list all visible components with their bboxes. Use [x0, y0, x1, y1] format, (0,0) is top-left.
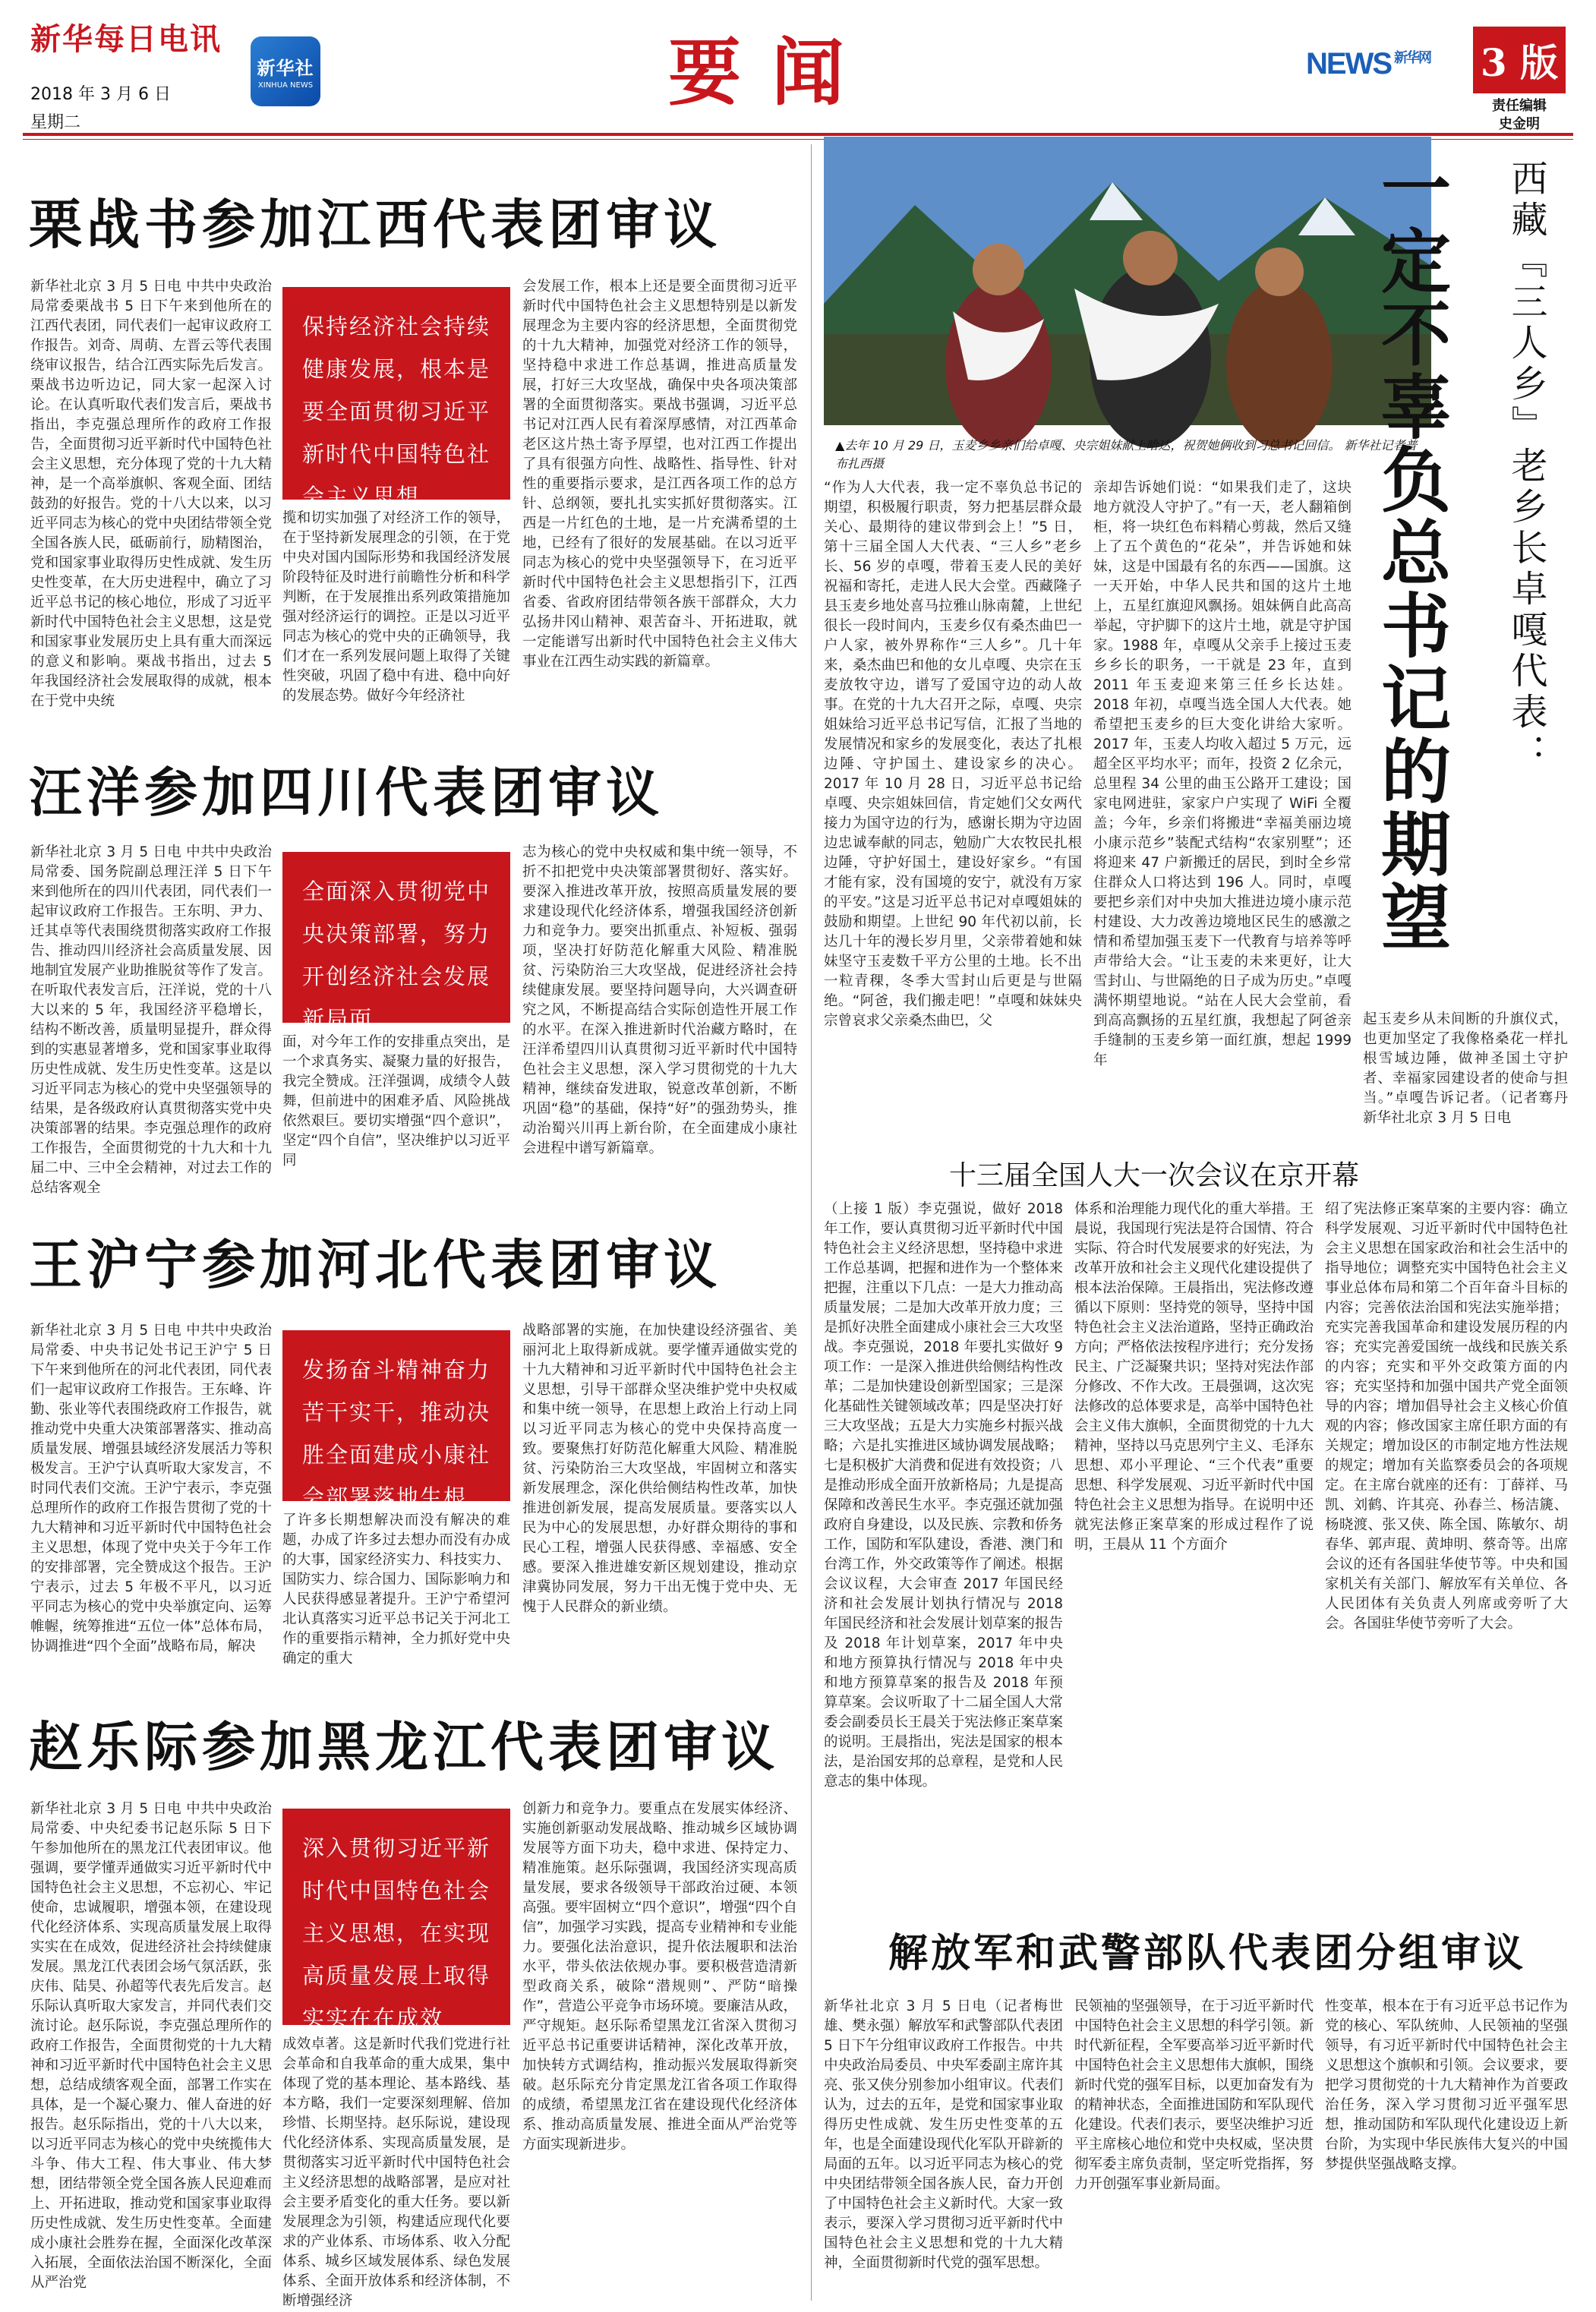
news-logo-en: NEWS [1306, 47, 1391, 80]
zhuoga-photo [824, 137, 1431, 425]
headline-li-zhanshu: 栗战书参加江西代表团审议 [29, 193, 721, 256]
mountain-scene-illustration [824, 137, 1431, 425]
feature-col-1: “作为人大代表，我一定不辜负总书记的期望，积极履行职责，努力把基层群众最关心、最期待的建议带到会上！”5 日，第十三届全国人大代表、“三人乡”老乡长、56 岁的卓嘎，带着玉麦人民的美好祝福和寄托，走进人民大会堂。西藏隆子县玉麦乡地处喜马拉雅山脉南麓，上世纪很长一段时间内，玉麦乡仅有桑杰曲巴一户人家，被外界称作“三人乡”。几十年来，桑杰曲巴和他的女儿卓嘎、央宗在玉麦放牧守边，谱写了爱国守边的动人故事。在党的十九大召开之际，卓嘎、央宗姐妹给习近平总书记写信，汇报了当地的发展情况和家乡的发展变化，表达了扎根边陲、守护国土、建设家乡的决心。2017 年 10 月 28 日，习近平总书记给卓嘎、央宗姐妹回信，肯定她们父女两代接力为国守边的行为，感谢长期为守边固边忠诚奉献的同志，勉励广大农牧民扎根边陲，守护好国土，建设好家乡。“有国才能有家，没有国境的安宁，就没有万家的平安。”这是习近平总书记对卓嘎姐妹的鼓励和期望。上世纪 90 年代初以前，长达几十年的漫长岁月里，父亲带着她和妹妹坚守玉麦数千平方公里的土地。长不出一粒青稞，冬季大雪封山后更是与世隔绝。“阿爸，我们搬走吧！”卓嘎和妹妹央宗曾哀求父亲桑杰曲巴，父 [824, 480, 1082, 1029]
page-number: 3 版 [1473, 27, 1566, 93]
article-3-col-3: 战略部署的实施，在加快建设经济强省、美丽河北上取得新成就。要学懂弄通做实党的十九大精神和习近平新时代中国特色社会主义思想，引导干部群众坚决维护党中央权威和集中统一领导，在思想上政治上行动上同以习近平同志为核心的党中央保持高度一致。要聚焦打好防范化解重大风险、精准脱贫、污染防治三大攻坚战，牢固树立和落实新发展理念，深化供给侧结构性改革，加快推进创新发展，提高发展质量。要落实以人民为中心的发展思想，办好群众期待的事和民心工程，增强人民获得感、幸福感、安全感。要深入推进雄安新区规划建设，推动京津冀协同发展，努力干出无愧于党中央、无愧于人民群众的新业绩。 [522, 1323, 797, 1615]
xinhua-logo-text: 新华社 [257, 58, 314, 79]
npc-col-2: 体系和治理能力现代化的重大举措。王晨说，我国现行宪法是符合国情、符合实际、符合时代发展要求的好宪法，为改革开放和社会主义现代化建设提供了根本法治保障。王晨指出，宪法修改遵循以下原则：坚持党的领导，坚持中国特色社会主义法治道路，坚持正确政治方向；严格依法按程序进行；充分发扬民主、广泛凝聚共识；坚持对宪法作部分修改、不作大改。王晨强调，这次宪法修改的总体要求是，高举中国特色社会主义伟大旗帜，全面贯彻党的十九大精神，坚持以马克思列宁主义、毛泽东思想、邓小平理论、“三个代表”重要思想、科学发展观、习近平新时代中国特色社会主义思想为指导。在说明中还就宪法修正案草案的形成过程作了说明，王晨从 11 个方面介 [1074, 1201, 1314, 1553]
issue-weekday: 星期二 [30, 113, 81, 132]
pla-col-3: 性变革，根本在于有习近平总书记作为党的核心、军队统帅、人民领袖的坚强领导，有习近平新时代中国特色社会主义思想这个旗帜和引领。会议要求，要把学习贯彻党的十九大精神作为首要政治任务，深入学习贯彻习近平强军思想，推动国防和军队现代化建设迈上新台阶，为实现中华民族伟大复兴的中国梦提供坚强战略支撑。 [1325, 1998, 1568, 2172]
article-3-pull-quote: 发扬奋斗精神奋力苦干实干，推动决胜全面建成小康社会部署落地生根 [282, 1330, 510, 1501]
feature-subtitle: 西藏『三人乡』老乡长卓嘎代表： [1505, 159, 1547, 774]
column-divider [811, 144, 812, 2301]
npc-col-1: （上接 1 版）李克强说，做好 2018 年工作，要认真贯彻习近平新时代中国特色社会主义经济思想，坚持稳中求进工作总基调，把握和进作为一个整体来把握，注重以下几点：一是大力推动高质量发展；二是加大改革开放力度；三是抓好决胜全面建成小康社会三大攻坚战。李克强说，2018 年要扎实做好 9 项工作：一是深入推进供给侧结构性改革；二是加快建设创新型国家；三是深化基础性关键领域改革；四是坚决打好三大攻坚战；五是大力实施乡村振兴战略；六是扎实推进区域协调发展战略；七是积极扩大消费和促进有效投资；八是推动形成全面开放新格局；九是提高保障和改善民生水平。李克强还就加强政府自身建设，以及民族、宗教和侨务工作，国防和军队建设，香港、澳门和台湾工作，外交政策等作了阐述。根据会议议程，大会审查 2017 年国民经济和社会发展计划执行情况与 2018 年国民经济和社会发展计划草案的报告及 2018 年计划草案，2017 年中央和地方预算执行情况与 2018 年中央和地方预算草案的报告及 2018 年预算草案。会议听取了十二届全国人大常委会副委员长王晨关于宪法修正案草案的说明。王晨指出，宪法是国家的根本法，是治国安邦的总章程，是党和人民意志的集中体现。 [824, 1201, 1063, 1790]
feature-col-2: 亲却告诉她们说：“如果我们走了，这块地方就没人守护了。”有一天，老人翻箱倒柜，将一块红色布料精心剪裁，然后又缝上了五个黄色的“花朵”，并告诉她和妹妹，这是中国最有名的东西——国旗。这一天开始，中华人民共和国的这片土地上，五星红旗迎风飘扬。姐妹俩自此高高举起，守护脚下的这片土地，就是守护国家。1988 年，卓嘎从父亲手上接过玉麦乡乡长的职务，一干就是 23 年，直到 2011 年玉麦迎来第三任乡长达娃。2018 年初，卓嘎当选全国人大代表。她希望把玉麦乡的巨大变化讲给大家听。2017 年，玉麦人均收入超过 5 万元，远超全区平均水平；而年，投资 2 亿余元，总里程 34 公里的曲玉公路开工建设；国家电网进驻，家家户户实现了 WiFi 全覆盖；今年，乡亲们将搬进“幸福美丽边境小康示范乡”装配式结构“农家别墅”；还将迎来 47 户新搬迁的居民，到时全乡常住群众人口将达到 196 人。同时，卓嘎要把乡亲们对中央加大推进边境小康示范村建设、大力改善边境地区民生的感激之情和希望加强玉麦下一代教育与培养等呼声带给大会。“让玉麦的未来更好，让大雪封山、与世隔绝的日子成为历史。”卓嘎满怀期望地说。“站在人民大会堂前，看到高高飘扬的五星红旗，我想起了阿爸亲手缝制的玉麦乡第一面红旗，想起 1999 年 [1093, 480, 1352, 1068]
headline-npc-opening: 十三届全国人大一次会议在京开幕 [949, 1160, 1360, 1191]
article-4-pull-quote: 深入贯彻习近平新时代中国特色社会主义思想，在实现高质量发展上取得实实在在成效 [282, 1809, 510, 2025]
editor-name: 史金明 [1499, 116, 1540, 132]
article-3-col-1: 新华社北京 3 月 5 日电 中共中央政治局常委、中央书记处书记王沪宁 5 日下午来到他所在的河北代表团，同代表们一起审议政府工作报告。王东峰、许勤、张业等代表围绕政府工作报告，就推动党中央重大决策部署落实、推动高质量发展、增强县域经济发展活力等积极发言。王沪宁认真听取大家发言，不时同代表们交流。王沪宁表示，李克强总理所作的政府工作报告贯彻了党的十九大精神和习近平新时代中国特色社会主义思想，体现了党中央关于今年工作的安排部署，完全赞成这个报告。王沪宁表示，过去 5 年极不平凡，以习近平同志为核心的党中央举旗定向、运筹帷幄，统筹推进“五位一体”总体布局，协调推进“四个全面”战略布局，解决 [30, 1323, 272, 1654]
section-title: 要闻 [668, 30, 875, 115]
article-1-col-3: 会发展工作，根本上还是要全面贯彻习近平新时代中国特色社会主义思想特别是以新发展理念为主要内容的经济思想，全面贯彻党的十九大精神，加强党对经济工作的领导，坚持稳中求进工作总基调，推进高质量发展，打好三大攻坚战，确保中央各项决策部署的全面贯彻落实。栗战书强调，习近平总书记对江西人民有着深厚感情，对江西革命老区这片热土寄予厚望，也对江西工作提出了具有很强方向性、战略性、指导性、针对性的重要指示要求，是江西各项工作的总方针、总纲领，要扎扎实实抓好贯彻落实。江西是一片红色的土地，是一片充满希望的土地，已经有了很好的发展基础。在以习近平同志为核心的党中央坚强领导下，在习近平新时代中国特色社会主义思想指引下，江西省委、省政府团结带领各族干部群众，大力弘扬井冈山精神、艰苦奋斗、开拓进取，就一定能谱写出新时代中国特色社会主义伟大事业在江西生动实践的新篇章。 [522, 279, 797, 670]
news-logo [1306, 47, 1430, 81]
article-2-pull-quote: 全面深入贯彻党中央决策部署，努力开创经济社会发展新局面 [282, 852, 510, 1023]
article-1-col-1: 新华社北京 3 月 5 日电 中共中央政治局常委栗战书 5 日下午来到他所在的江西代表团，同代表们一起审议政府工作报告。刘奇、周萌、左晋云等代表围绕审议报告，结合江西实际先后发言。栗战书边听边记，同大家一起深入讨论。在认真听取代表们发言后，栗战书指出，李克强总理所作的政府工作报告，全面贯彻习近平新时代中国特色社会主义思想，充分体现了党的十九大精神，是一个高举旗帜、客观全面、团结鼓劲的好报告。党的十八大以来，以习近平同志为核心的党中央团结带领全党全国各族人民，砥砺前行，励精图治，党和国家事业取得历史性成就、发生历史性变革，在大历史进程中，确立了习近平总书记的核心地位，形成了习近平新时代中国特色社会主义思想，这是党和国家事业发展历史上具有重大而深远的意义和影响。栗战书指出，过去 5 年我国经济社会发展取得的成就，根本在于党中央统 [30, 279, 272, 709]
masthead-left [30, 15, 222, 133]
masthead-rule [23, 133, 1573, 136]
article-1-pull-quote: 保持经济社会持续健康发展，根本是要全面贯彻习近平新时代中国特色社会主义思想 [282, 287, 510, 500]
article-4-col-2: 成效卓著。这是新时代我们党进行社会革命和自我革命的重大成果，集中体现了党的基本理论、基本路线、基本方略，我们一定要深刻理解、倍加珍惜、长期坚持。赵乐际说，建设现代化经济体系、实现高质量发展，是贯彻落实习近平新时代中国特色社会主义经济思想的战略部署，是应对社会主要矛盾变化的重大任务。要以新发展理念为引领，构建适应现代化要求的产业体系、市场体系、收入分配体系、城乡区域发展体系、绿色发展体系、全面开放体系和经济体制，不断增强经济 [282, 2036, 510, 2309]
npc-col-3: 绍了宪法修正案草案的主要内容：确立科学发展观、习近平新时代中国特色社会主义思想在国家政治和社会生活中的指导地位；调整充实中国特色社会主义事业总体布局和第二个百年奋斗目标的内容；完善依法治国和宪法实施举措；充实完善我国革命和建设发展历程的内容；充实完善爱国统一战线和民族关系的内容；充实和平外交政策方面的内容；充实坚持和加强中国共产党全面领导的内容；增加倡导社会主义核心价值观的内容；修改国家主席任职方面的有关规定；增加设区的市制定地方性法规的规定；增加有关监察委员会的各项规定。在主席台就座的还有：丁薛祥、马凯、刘鹤、许其亮、孙春兰、杨洁篪、杨晓渡、张又侠、陈全国、陈敏尔、胡春华、郭声琨、黄坤明、蔡奇等。出席会议的还有各国驻华使节等。中央和国家机关有关部门、解放军有关单位、各人民团体有关负责人列席或旁听了大会。各国驻华使节旁听了大会。 [1325, 1201, 1568, 1632]
photo-caption: ▲去年 10 月 29 日，玉麦乡乡亲们给卓嘎、央宗姐妹献上哈达，祝贺她俩收到习总书记回信。 新华社记者普布扎西摄 [835, 438, 1418, 471]
article-4-col-3: 创新力和竞争力。要重点在发展实体经济、实施创新驱动发展战略、推动城乡区域协调发展等方面下功夫，稳中求进、保持定力、精准施策。赵乐际强调，我国经济实现高质量发展，要求各级领导干部政治过硬、本领高强。要牢固树立“四个意识”，增强“四个自信”，加强学习实践，提高专业精神和专业能力。要强化法治意识，提升依法履职和法治水平，带头依法依规办事。要积极营造清新型政商关系，破除“潜规则”、严防“暗操作”，营造公平竞争市场环境。要廉洁从政，严守规矩。赵乐际希望黑龙江省深入贯彻习近平总书记重要讲话精神，深化改革开放，加快转方式调结构，推动振兴发展取得新突破。赵乐际充分肯定黑龙江省各项工作取得的成绩，希望黑龙江省在建设现代化经济体系、推动高质量发展、推进全面从严治党等方面实现新进步。 [522, 1801, 797, 2153]
issue-date: 2018 年 3 月 6 日 [30, 85, 171, 104]
headline-zhao-leji: 赵乐际参加黑龙江代表团审议 [29, 1715, 779, 1778]
article-2-col-3: 志为核心的党中央权威和集中统一领导，不折不扣把党中央决策部署贯彻好、落实好。要深入推进改革开放，按照高质量发展的要求建设现代化经济体系，增强我国经济创新力和竞争力。要突出抓重点、补短板、强弱项，坚决打好防范化解重大风险、精准脱贫、污染防治三大攻坚战，促进经济社会持续健康发展。要坚持问题导向，大兴调查研究之风，不断提高结合实际创造性开展工作的水平。在深入推进新时代治藏方略时，在汪洋希望四川认真贯彻习近平新时代中国特色社会主义思想，深入学习贯彻党的十九大精神，继续奋发进取，锐意改革创新，不断巩固“稳”的基础，保持“好”的强劲势头，推动治蜀兴川再上新台阶，在全面建成小康社会进程中谱写新篇章。 [522, 844, 797, 1156]
feature-title: 一定不辜负总书记的期望 [1370, 152, 1452, 954]
xinhua-logo [251, 36, 320, 106]
pla-col-1: 新华社北京 3 月 5 日电（记者梅世雄、樊永强）解放军和武警部队代表团 5 日下午分组审议政府工作报告。中共中央政治局委员、中央军委副主席许其亮、张又侠分别参加小组审议。代表们认为，过去的五年，是党和国家事业取得历史性成就、发生历史性变革的五年，也是全面建设现代化军队开辟新的局面的五年。以习近平同志为核心的党中央团结带领全国各族人民，奋力开创了中国特色社会主义新时代。大家一致表示，要深入学习贯彻习近平新时代中国特色社会主义思想和党的十九大精神，全面贯彻新时代党的强军思想。 [824, 1998, 1063, 2271]
news-logo-cn: 新华网 [1394, 50, 1430, 65]
article-4-col-1: 新华社北京 3 月 5 日电 中共中央政治局常委、中央纪委书记赵乐际 5 日下午参加他所在的黑龙江代表团审议。他强调，要学懂弄通做实习近平新时代中国特色社会主义思想，不忘初心、牢记使命，忠诚履职，增强本领，在建设现代化经济体系、实现高质量发展上取得实实在在成效，促进经济社会持续健康发展。黑龙江代表团会场气氛活跃，张庆伟、陆昊、孙超等代表先后发言。赵乐际认真听取大家发言，并同代表们交流讨论。赵乐际说，李克强总理所作的政府工作报告，全面贯彻党的十九大精神和习近平新时代中国特色社会主义思想，总结成绩客观全面，部署工作实在具体，是一个凝心聚力、催人奋进的好报告。赵乐际指出，党的十八大以来，以习近平同志为核心的党中央统揽伟大斗争、伟大工程、伟大事业、伟大梦想，团结带领全党全国各族人民迎难而上、开拓进取，推动党和国家事业取得历史性成就、发生历史性变革。全面建成小康社会胜券在握，全面深化改革深入拓展，全面依法治国不断深化，全面从严治党 [30, 1801, 272, 2291]
article-2-col-1: 新华社北京 3 月 5 日电 中共中央政治局常委、国务院副总理汪洋 5 日下午来到他所在的四川代表团，同代表们一起审议政府工作报告。王东明、尹力、迁其卓等代表围绕贯彻落实政府工作报告、推动四川经济社会高质量发展、因地制宜发展产业助推脱贫等作了发言。在听取代表发言后，汪洋说，党的十八大以来的 5 年，我国经济平稳增长，结构不断改善，质量明显提升，群众得到的实惠显著增多，党和国家事业取得历史性成就、发生历史性变革。这是以习近平同志为核心的党中央坚强领导的结果，是各级政府认真贯彻落实党中央决策部署的结果。李克强总理作的政府工作报告，全面贯彻党的十九大和十九届二中、三中全会精神，对过去工作的总结客观全 [30, 844, 272, 1196]
article-3-col-2: 了许多长期想解决而没有解决的难题，办成了许多过去想办而没有办成的大事，国家经济实力、科技实力、国防实力、综合国力、国际影响力和人民获得感显著提升。王沪宁希望河北认真落实习近平总书记关于河北工作的重要指示精神，全力抓好党中央确定的重大 [282, 1512, 510, 1667]
article-1-col-2: 揽和切实加强了对经济工作的领导，在于坚持新发展理念的引领，在于党中央对国内国际形势和我国经济发展阶段特征及时进行前瞻性分析和科学判断，在于发展推出系列政策措施加强对经济运行的调控。正是以习近平同志为核心的党中央的正确领导，我们才在一系列发展问题上取得了关键性突破，巩固了稳中有进、稳中向好的发展态势。做好今年经济社 [282, 510, 510, 704]
paper-name: 新华每日电讯 [30, 21, 222, 57]
xinhua-logo-en: XINHUA NEWS [257, 81, 314, 90]
editor-credit [1473, 97, 1566, 134]
feature-col-3: 起玉麦乡从未间断的升旗仪式，也更加坚定了我像格桑花一样扎根雪域边陲，做神圣国土守护者、幸福家园建设者的使命与担当。”卓嘎告诉记者。（记者骞丹 新华社北京 3 月 5 日电 [1363, 1011, 1568, 1126]
headline-wang-huning: 王沪宁参加河北代表团审议 [29, 1233, 721, 1296]
article-2-col-2: 面，对今年工作的安排重点突出，是一个求真务实、凝聚力量的好报告，我完全赞成。汪洋强调，成绩令人鼓舞，但前进中的困难矛盾、风险挑战依然艰巨。要切实增强“四个意识”，坚定“四个自信”，坚决维护以习近平同 [282, 1034, 510, 1169]
pla-col-2: 民领袖的坚强领导，在于习近平新时代中国特色社会主义思想的科学引领。新时代新征程，全军要高举习近平新时代中国特色社会主义思想伟大旗帜，围绕新时代党的强军目标，以更加奋发有为的精神状态，全面推进国防和军队现代化建设。代表们表示，要坚决维护习近平主席核心地位和党中央权威，坚决贯彻军委主席负责制，坚定听党指挥，努力开创强军事业新局面。 [1074, 1998, 1314, 2192]
editor-label: 责任编辑 [1492, 98, 1547, 114]
headline-wang-yang: 汪洋参加四川代表团审议 [29, 761, 664, 824]
headline-pla-delegation: 解放军和武警部队代表团分组审议 [888, 1930, 1527, 1976]
